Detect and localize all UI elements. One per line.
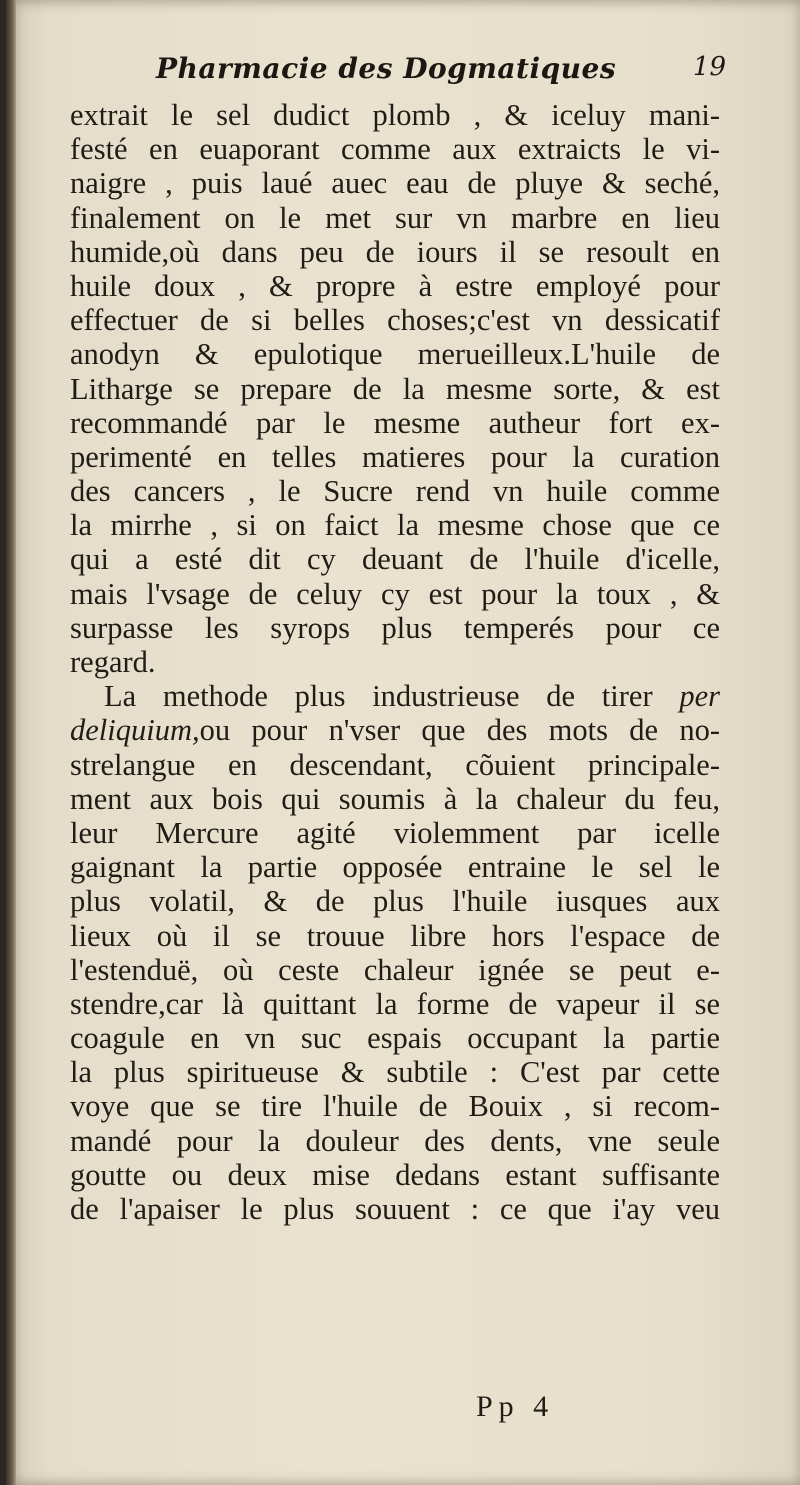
text-line: regard. [70, 645, 156, 679]
text-line [70, 679, 720, 713]
text-line: mais l'vsage de celuy cy est pour la toux , & [70, 576, 720, 611]
text-fragment: ou pour n'vser que des mots de no- [199, 713, 720, 748]
text-line: naigre , puis laué auec eau de pluye & seché, [70, 166, 720, 201]
book-page [6, 0, 800, 1485]
page-header [156, 52, 726, 92]
text-line: des cancers , le Sucre rend vn huile comme [70, 474, 720, 509]
text-line: voye que se tire l'huile de Bouix , si recom- [70, 1089, 720, 1124]
paragraph-2 [70, 679, 720, 1226]
text-line: festé en euaporant comme aux extraicts le vi- [70, 132, 720, 167]
text-line: de l'apaiser le plus souuent : ce que i'ay veu [70, 1192, 720, 1226]
text-line: effectuer de si belles choses;c'est vn dessicatif [70, 303, 720, 338]
text-line: strelangue en descendant, cõuient principale- [70, 747, 720, 782]
paragraph-1 [70, 98, 720, 679]
text-line: ment aux bois qui soumis à la chaleur du feu, [70, 781, 720, 816]
text-line: plus volatil, & de plus l'huile iusques aux [70, 884, 720, 919]
running-head: Pharmacie des Dogmatiques [156, 52, 617, 85]
text-line: huile doux , & propre à estre employé pour [70, 268, 720, 303]
text-line: surpasse les syrops plus temperés pour ce [70, 610, 720, 645]
body-text [70, 98, 720, 1226]
text-line: l'estenduë, où ceste chaleur ignée se peut e- [70, 952, 720, 987]
text-line: mandé pour la douleur des dents, vne seule [70, 1123, 720, 1158]
text-fragment: La methode plus industrieuse de tirer [104, 679, 680, 714]
text-line: gaignant la partie opposée entraine le sel le [70, 850, 720, 885]
text-line: Litharge se prepare de la mesme sorte, & est [70, 371, 720, 406]
text-line: anodyn & epulotique merueilleux.L'huile de [70, 337, 720, 372]
text-line: qui a esté dit cy deuant de l'huile d'icelle, [70, 542, 720, 577]
text-line: la plus spiritueuse & subtile : C'est par cette [70, 1055, 720, 1090]
italic-term: per [679, 679, 720, 714]
text-line: perimenté en telles matieres pour la curation [70, 439, 720, 474]
signature-mark: Pp 4 [476, 1390, 555, 1423]
page-number: 19 [692, 52, 726, 82]
text-line [70, 713, 720, 747]
text-line: humide,où dans peu de iours il se resoult en [70, 234, 720, 269]
text-line: extrait le sel dudict plomb , & iceluy mani- [70, 98, 720, 132]
text-line: lieux où il se trouue libre hors l'espace de [70, 918, 720, 953]
book-spine [6, 0, 16, 1485]
text-line: recommandé par le mesme autheur fort ex- [70, 405, 720, 440]
text-line: la mirrhe , si on faict la mesme chose que ce [70, 508, 720, 543]
text-line: leur Mercure agité violemment par icelle [70, 815, 720, 850]
text-line: finalement on le met sur vn marbre en lieu [70, 200, 720, 235]
text-line: goutte ou deux mise dedans estant suffisante [70, 1157, 720, 1192]
text-line: coagule en vn suc espais occupant la partie [70, 1021, 720, 1056]
italic-term: deliquium, [70, 713, 200, 748]
text-line: stendre,car là quittant la forme de vapeur il se [70, 986, 720, 1021]
